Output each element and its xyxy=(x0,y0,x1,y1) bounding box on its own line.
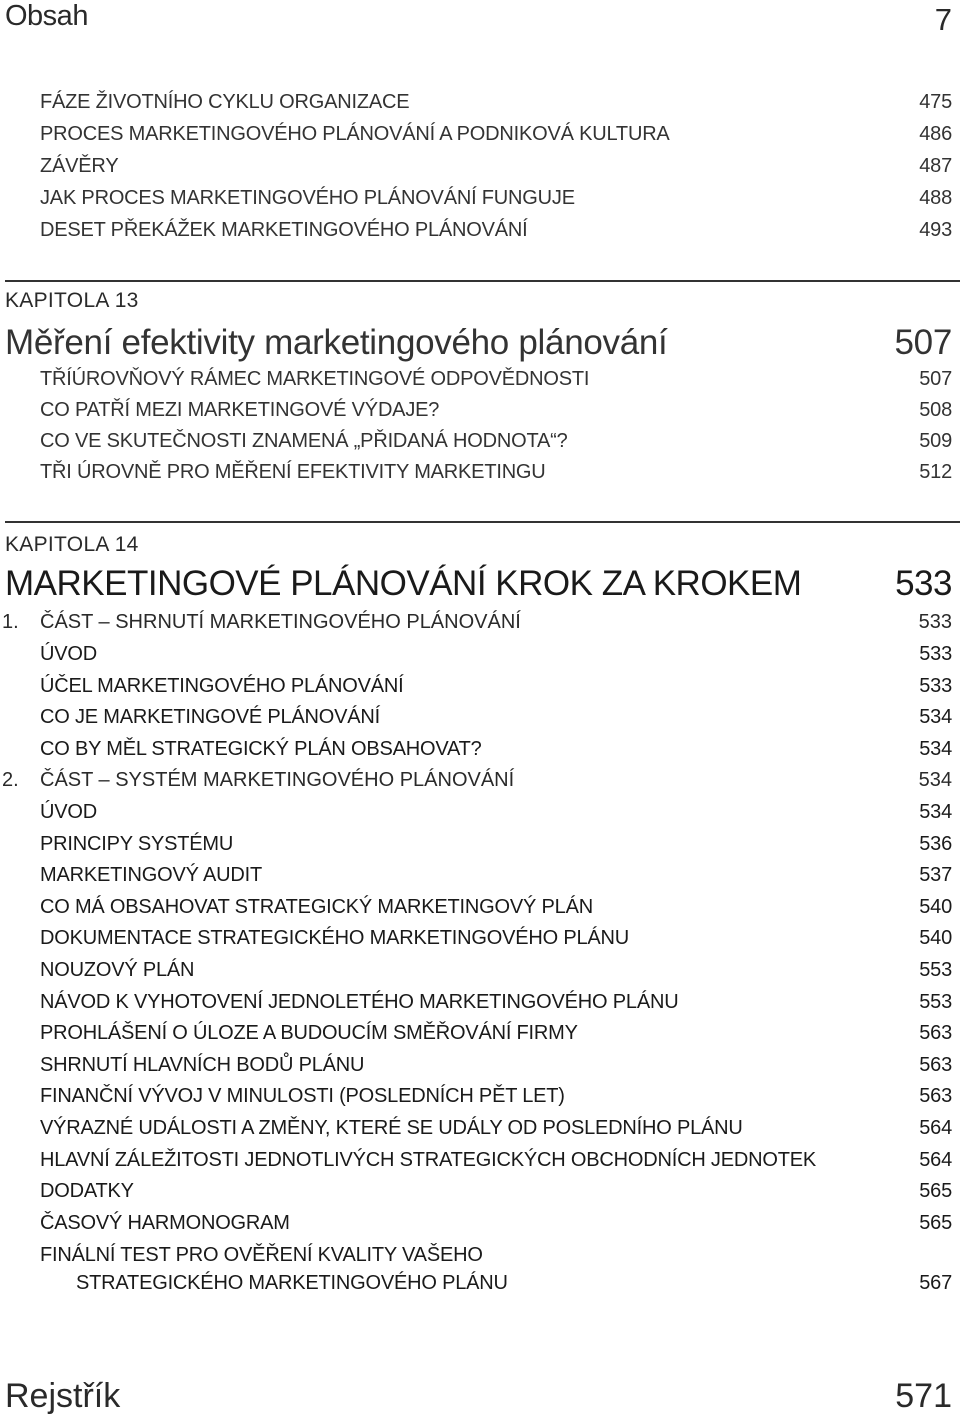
page-header-title: Obsah xyxy=(5,0,88,32)
toc-entry-page: 509 xyxy=(919,430,952,452)
toc-entry[interactable] xyxy=(40,738,952,770)
part-1-heading[interactable] xyxy=(2,611,952,634)
toc-entry[interactable] xyxy=(40,1180,952,1212)
toc-entry[interactable] xyxy=(40,1117,952,1149)
toc-entry-title: DOKUMENTACE STRATEGICKÉHO MARKETINGOVÉHO PLÁNU xyxy=(40,927,630,950)
toc-entry-page: 565 xyxy=(919,1180,952,1203)
index-page: 571 xyxy=(895,1377,952,1415)
toc-entry[interactable] xyxy=(40,864,952,896)
toc-entry-title: CO BY MĚL STRATEGICKÝ PLÁN OBSAHOVAT? xyxy=(40,737,482,760)
toc-entry-title: SHRNUTÍ HLAVNÍCH BODŮ PLÁNU xyxy=(40,1053,365,1076)
toc-entry[interactable] xyxy=(40,219,952,251)
toc-entry[interactable] xyxy=(40,430,952,461)
toc-entry-title: FINÁLNÍ TEST PRO OVĚŘENÍ KVALITY VAŠEHO xyxy=(40,1244,483,1266)
chapter-divider xyxy=(5,521,960,523)
toc-entry-title: PROCES MARKETINGOVÉHO PLÁNOVÁNÍ A PODNIKOVÁ KULTURA xyxy=(40,123,670,145)
toc-entry-title: PRINCIPY SYSTÉMU xyxy=(40,832,234,855)
toc-entry-title: JAK PROCES MARKETINGOVÉHO PLÁNOVÁNÍ FUNGUJE xyxy=(40,187,575,209)
toc-entry-page: 537 xyxy=(919,864,952,887)
toc-entry[interactable] xyxy=(40,399,952,430)
toc-entry-title: ZÁVĚRY xyxy=(40,155,119,177)
toc-entry-title: TŘI ÚROVNĚ PRO MĚŘENÍ EFEKTIVITY MARKETINGU xyxy=(40,461,546,483)
toc-entry-page: 533 xyxy=(919,643,952,665)
index-title: Rejstřík xyxy=(5,1377,121,1415)
toc-entry-title-continued: STRATEGICKÉHO MARKETINGOVÉHO PLÁNU xyxy=(76,1272,508,1294)
toc-entry-title: HLAVNÍ ZÁLEŽITOSTI JEDNOTLIVÝCH STRATEGICKÝCH OBCHODNÍCH JEDNOTEK xyxy=(40,1148,816,1171)
toc-entry-title: ÚČEL MARKETINGOVÉHO PLÁNOVÁNÍ xyxy=(40,674,404,697)
toc-entry-page: 564 xyxy=(919,1116,952,1139)
part-2-items xyxy=(40,801,952,1243)
toc-entry-page: 512 xyxy=(919,461,952,483)
toc-entry-page: 540 xyxy=(919,895,952,918)
toc-entry[interactable] xyxy=(40,1054,952,1086)
toc-entry[interactable] xyxy=(40,959,952,991)
chapter-14-page: 533 xyxy=(895,564,952,603)
toc-entry-page: 534 xyxy=(919,737,952,760)
toc-entry-title: CO MÁ OBSAHOVAT STRATEGICKÝ MARKETINGOVÝ PLÁN xyxy=(40,895,593,918)
toc-entry-title: CO VE SKUTEČNOSTI ZNAMENÁ „PŘIDANÁ HODNOTA“? xyxy=(40,430,568,452)
part-1-title: ČÁST – SHRNUTÍ MARKETINGOVÉHO PLÁNOVÁNÍ xyxy=(40,611,521,633)
toc-entry[interactable] xyxy=(40,1022,952,1054)
toc-entry-title: TŘÍÚROVŇOVÝ RÁMEC MARKETINGOVÉ ODPOVĚDNOSTI xyxy=(40,368,590,390)
toc-entry-title: FINANČNÍ VÝVOJ V MINULOSTI (POSLEDNÍCH PĚT LET) xyxy=(40,1085,565,1108)
chapter-14-title-text: MARKETINGOVÉ PLÁNOVÁNÍ KROK ZA KROKEM xyxy=(5,564,802,603)
toc-entry-page: 565 xyxy=(919,1211,952,1234)
toc-entry[interactable] xyxy=(40,155,952,187)
chapter-13-title-text: Měření efektivity marketingového plánování xyxy=(5,323,668,362)
part-1-items xyxy=(40,643,952,769)
toc-entry-title: NOUZOVÝ PLÁN xyxy=(40,958,195,981)
chapter-13-label: KAPITOLA 13 xyxy=(5,289,139,312)
toc-entry-page: 563 xyxy=(919,1022,952,1045)
chapter-divider xyxy=(5,280,960,282)
toc-entry-page: 564 xyxy=(919,1148,952,1171)
toc-entry[interactable] xyxy=(40,801,952,833)
toc-entry[interactable] xyxy=(40,1212,952,1244)
toc-entry-page: 567 xyxy=(919,1272,952,1294)
toc-entry-page: 533 xyxy=(919,674,952,697)
chapter-14-label: KAPITOLA 14 xyxy=(5,533,139,556)
toc-entry-page: 493 xyxy=(919,219,952,241)
toc-entry-page: 487 xyxy=(919,155,952,177)
toc-entry[interactable] xyxy=(40,123,952,155)
toc-block-previous xyxy=(40,91,952,251)
part-2-heading[interactable] xyxy=(2,769,952,792)
toc-entry-title: PROHLÁŠENÍ O ÚLOZE A BUDOUCÍM SMĚŘOVÁNÍ FIRMY xyxy=(40,1022,578,1045)
index-entry[interactable] xyxy=(5,1377,952,1416)
chapter-13-page: 507 xyxy=(894,323,952,362)
toc-entry-page: 508 xyxy=(919,399,952,421)
toc-entry-page: 534 xyxy=(919,706,952,728)
toc-entry[interactable] xyxy=(40,461,952,492)
toc-entry-page: 486 xyxy=(919,123,952,145)
toc-entry[interactable] xyxy=(40,1149,952,1181)
part-2-prefix: 2. xyxy=(2,769,19,791)
toc-entry-page: 534 xyxy=(919,801,952,823)
toc-entry-title: FÁZE ŽIVOTNÍHO CYKLU ORGANIZACE xyxy=(40,91,410,113)
toc-entry-page: 563 xyxy=(919,1085,952,1108)
toc-entry[interactable] xyxy=(40,896,952,928)
toc-entry-page: 475 xyxy=(919,91,952,113)
part-1-page: 533 xyxy=(918,611,952,633)
toc-entry-final-test[interactable] xyxy=(40,1244,952,1295)
part-2-page: 534 xyxy=(918,769,952,791)
part-1-prefix: 1. xyxy=(2,611,19,633)
toc-entry-page: 507 xyxy=(919,368,952,390)
toc-entry[interactable] xyxy=(40,991,952,1023)
toc-entry-title: ČASOVÝ HARMONOGRAM xyxy=(40,1211,290,1234)
toc-entry[interactable] xyxy=(40,187,952,219)
toc-entry-page: 553 xyxy=(919,990,952,1013)
toc-entry[interactable] xyxy=(40,368,952,399)
chapter-13-items xyxy=(40,368,952,492)
toc-entry[interactable] xyxy=(40,675,952,707)
toc-entry-title: CO JE MARKETINGOVÉ PLÁNOVÁNÍ xyxy=(40,706,381,728)
toc-entry-page: 540 xyxy=(919,927,952,950)
toc-entry[interactable] xyxy=(40,91,952,123)
part-2-title: ČÁST – SYSTÉM MARKETINGOVÉHO PLÁNOVÁNÍ xyxy=(40,769,515,791)
toc-entry-page: 563 xyxy=(919,1053,952,1076)
toc-entry-title: VÝRAZNÉ UDÁLOSTI A ZMĚNY, KTERÉ SE UDÁLY OD POSLEDNÍHO PLÁNU xyxy=(40,1116,743,1139)
toc-entry-title: MARKETINGOVÝ AUDIT xyxy=(40,864,262,887)
toc-entry[interactable] xyxy=(40,833,952,865)
toc-entry-title: NÁVOD K VYHOTOVENÍ JEDNOLETÉHO MARKETINGOVÉHO PLÁNU xyxy=(40,990,679,1013)
toc-entry-title: ÚVOD xyxy=(40,801,97,823)
chapter-14-title[interactable] xyxy=(5,564,952,604)
toc-entry[interactable] xyxy=(40,927,952,959)
page-number: 7 xyxy=(934,2,952,37)
toc-entry-page: 553 xyxy=(919,958,952,981)
toc-entry[interactable] xyxy=(40,1085,952,1117)
toc-entry-title: DESET PŘEKÁŽEK MARKETINGOVÉHO PLÁNOVÁNÍ xyxy=(40,219,528,241)
toc-entry-title: DODATKY xyxy=(40,1180,134,1203)
toc-entry[interactable] xyxy=(40,706,952,738)
toc-entry-page: 488 xyxy=(919,187,952,209)
toc-entry[interactable] xyxy=(40,643,952,675)
toc-entry-title: CO PATŘÍ MEZI MARKETINGOVÉ VÝDAJE? xyxy=(40,399,440,421)
toc-entry-title: ÚVOD xyxy=(40,643,97,665)
chapter-13-title[interactable] xyxy=(5,323,952,363)
toc-entry-page: 536 xyxy=(919,832,952,855)
